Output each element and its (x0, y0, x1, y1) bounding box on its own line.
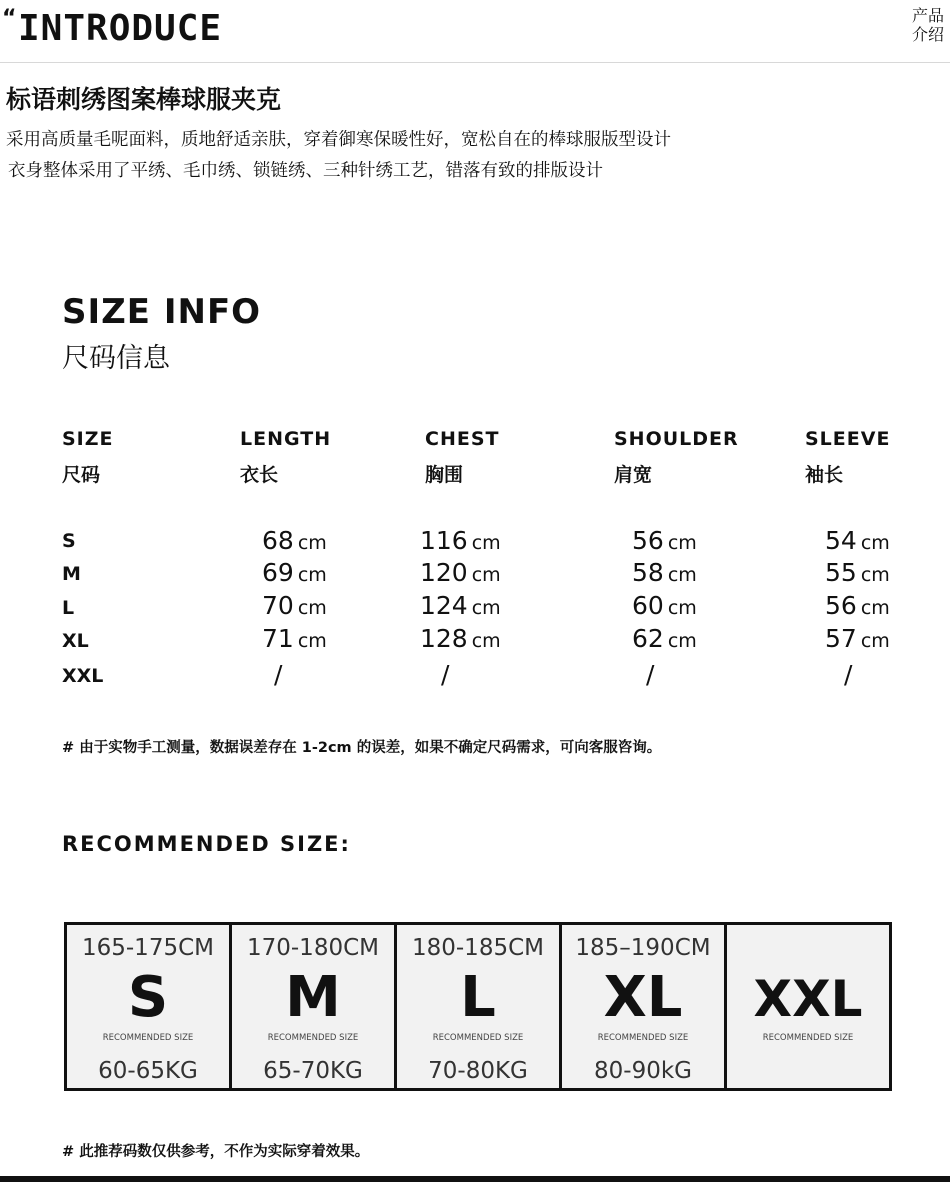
column-header-sleeve-zh: 袖长 (805, 464, 844, 486)
cell-shoulder: 60 cm (632, 591, 697, 620)
size-info-title: SIZE INFO (62, 292, 262, 332)
header-tag-line2: 介绍 (911, 25, 944, 44)
cell-shoulder: / (646, 660, 655, 689)
table-row-size: S (62, 530, 76, 552)
size-info-subtitle: 尺码信息 (62, 343, 170, 374)
weight-range: 65-70KG (263, 1058, 363, 1084)
header-tag-line1: 产品 (911, 6, 944, 25)
column-header-length-zh: 衣长 (240, 464, 279, 486)
height-range: 165-175CM (81, 935, 214, 961)
column-header-chest: CHEST (425, 428, 500, 450)
recommended-size-title: RECOMMENDED SIZE: (62, 832, 351, 856)
height-range: 180-185CM (411, 935, 544, 961)
product-title: 标语刺绣图案棒球服夹克 (6, 85, 282, 114)
cell-length: 69 cm (262, 558, 327, 587)
recommended-size-label: RECOMMENDED SIZE (762, 1033, 854, 1043)
size-letter: L (460, 965, 496, 1030)
recommended-size-label: RECOMMENDED SIZE (597, 1033, 689, 1043)
cell-sleeve: 55 cm (825, 558, 890, 587)
column-header-sleeve: SLEEVE (805, 428, 891, 450)
product-description-line2: 衣身整体采用了平绣、毛巾绣、锁链绣、三种针绣工艺，错落有致的排版设计 (8, 161, 603, 181)
cell-chest: / (441, 660, 450, 689)
height-range: 170-180CM (246, 935, 379, 961)
cell-shoulder: 56 cm (632, 526, 697, 555)
size-letter: S (127, 965, 169, 1030)
weight-range: 60-65KG (98, 1058, 198, 1084)
recommended-box-l (397, 925, 562, 1088)
cell-sleeve: 56 cm (825, 591, 890, 620)
size-letter: XL (603, 965, 683, 1030)
recommendation-note: # 此推荐码数仅供参考，不作为实际穿着效果。 (62, 1144, 370, 1160)
weight-range: 70-80KG (428, 1058, 528, 1084)
recommended-box-xl (562, 925, 727, 1088)
bottom-divider (0, 1176, 950, 1182)
cell-chest: 124 cm (420, 591, 501, 620)
table-row-size: XL (62, 630, 89, 652)
cell-shoulder: 62 cm (632, 624, 697, 653)
recommended-size-label: RECOMMENDED SIZE (432, 1033, 524, 1043)
height-range: 185–190CM (575, 935, 711, 961)
cell-shoulder: 58 cm (632, 558, 697, 587)
size-letter: M (285, 965, 341, 1030)
column-header-shoulder-zh: 肩宽 (614, 464, 653, 486)
table-row-size: XXL (62, 665, 104, 687)
cell-length: 68 cm (262, 526, 327, 555)
cell-chest: 120 cm (420, 558, 501, 587)
cell-chest: 116 cm (420, 526, 501, 555)
cell-sleeve: / (844, 660, 853, 689)
recommended-box-xxl (727, 925, 889, 1088)
table-row-size: M (62, 563, 81, 585)
cell-length: / (274, 660, 283, 689)
cell-chest: 128 cm (420, 624, 501, 653)
recommended-size-label: RECOMMENDED SIZE (102, 1033, 194, 1043)
cell-length: 71 cm (262, 624, 327, 653)
recommended-box-m (232, 925, 397, 1088)
recommended-size-grid (64, 922, 892, 1091)
cell-sleeve: 54 cm (825, 526, 890, 555)
measurement-note: # 由于实物手工测量，数据误差存在 1-2cm 的误差，如果不确定尺码需求，可向客服咨询。 (62, 740, 662, 756)
column-header-size-zh: 尺码 (62, 464, 101, 486)
header-quote-mark: “ (2, 6, 17, 31)
table-row-size: L (62, 597, 75, 619)
weight-range: 80-90kG (594, 1058, 692, 1084)
header-tag (906, 6, 950, 44)
column-header-chest-zh: 胸围 (425, 464, 464, 486)
cell-length: 70 cm (262, 591, 327, 620)
column-header-shoulder: SHOULDER (614, 428, 739, 450)
header-divider (0, 62, 950, 63)
size-letter: XXL (753, 970, 863, 1028)
recommended-size-label: RECOMMENDED SIZE (267, 1033, 359, 1043)
product-description-line1: 采用高质量毛呢面料，质地舒适亲肤，穿着御寒保暖性好，宽松自在的棒球服版型设计 (6, 130, 671, 150)
column-header-size: SIZE (62, 428, 114, 450)
column-header-length: LENGTH (240, 428, 332, 450)
header-title: INTRODUCE (18, 8, 223, 49)
recommended-box-s (67, 925, 232, 1088)
cell-sleeve: 57 cm (825, 624, 890, 653)
